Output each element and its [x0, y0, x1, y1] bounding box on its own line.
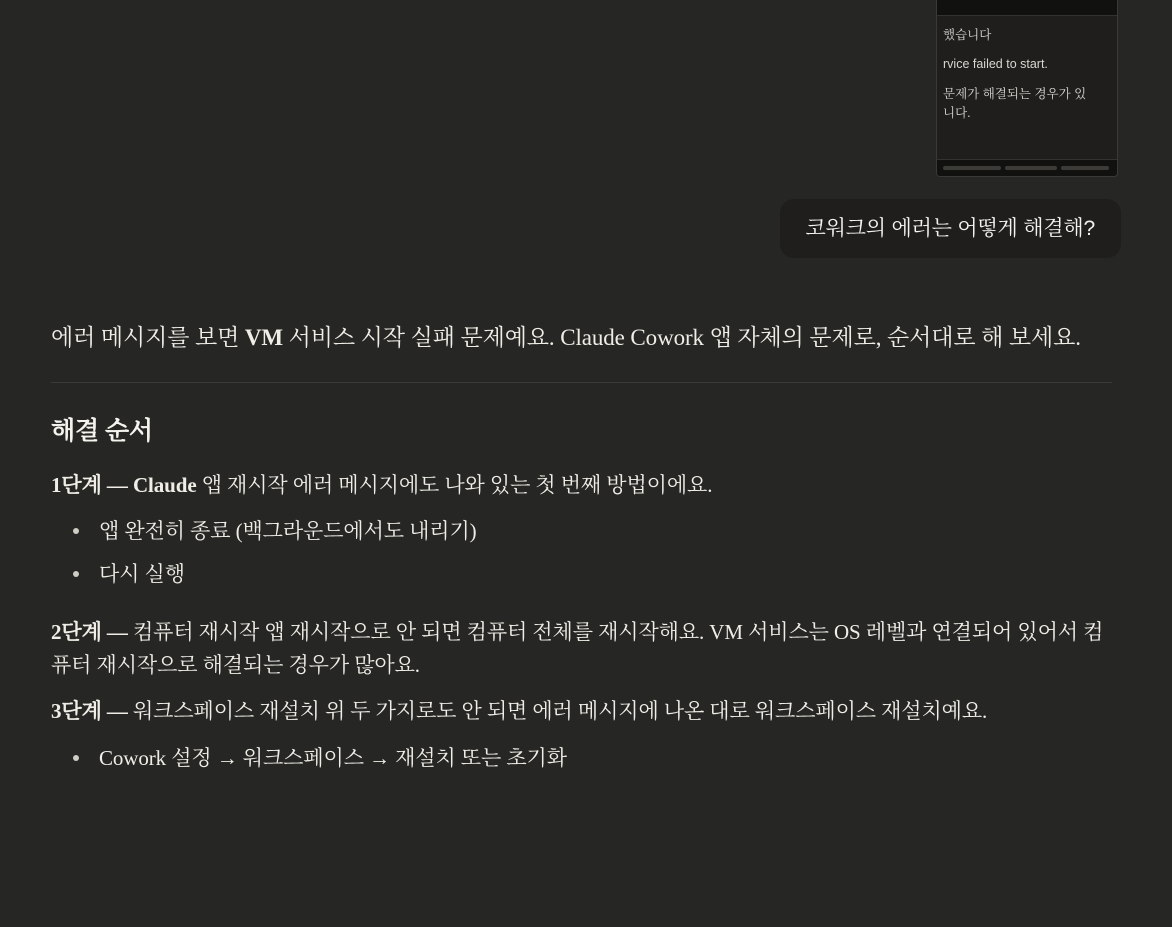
step-3-heading [51, 695, 1113, 728]
list-item: 앱 완전히 종료 (백그라운드에서도 내리기) [99, 515, 1113, 548]
assistant-intro-bold: VM [244, 325, 284, 350]
step-1-text: 앱 재시작 에러 메시지에도 나와 있는 첫 번째 방법이에요. [196, 472, 713, 497]
step-2-heading [51, 616, 1113, 681]
list-item: 다시 실행 [99, 558, 1113, 591]
section-divider [51, 382, 1112, 383]
attachment-bottom-segment-2 [1005, 166, 1057, 170]
section-title: 해결 순서 [51, 417, 153, 445]
step-3-bullets [51, 742, 1113, 775]
attachment-line-3: 문제가 해결되는 경우가 있 [943, 86, 1087, 101]
step-1-label: 1단계 — Claude [51, 472, 197, 497]
attachment-line-2: rvice failed to start. [943, 57, 1048, 72]
step-1-heading [51, 469, 1113, 502]
step-2-text: 컴퓨터 재시작 앱 재시작으로 안 되면 컴퓨터 전체를 재시작해요. VM 서비스는 OS 레벨과 연결되어 있어서 컴퓨터 재시작으로 해결되는 경우가 많아요. [51, 620, 1104, 677]
assistant-intro-part-3: 서비스 시작 실패 문제예요. Claude Cowork 앱 자체의 문제로, 순서대로 해 보세요. [283, 325, 1081, 350]
attachment-bottom-segment-1 [943, 166, 1001, 170]
attachment-line-4: 니다. [943, 106, 971, 121]
step-2-label: 2단계 — [51, 620, 128, 645]
attachment-bottom-segment-3 [1061, 166, 1109, 170]
attachment-line-1: 했습니다 [943, 28, 992, 42]
assistant-message [51, 320, 1113, 800]
attachment-titlebar [937, 0, 1117, 16]
step-1-bullets [51, 515, 1113, 590]
attachment-bottombar [937, 159, 1117, 176]
assistant-intro [51, 320, 1113, 356]
attachment-text [937, 16, 1117, 128]
assistant-intro-part-1: 에러 메시지를 보면 [51, 325, 245, 350]
step-3-label: 3단계 — [51, 699, 128, 724]
user-message-bubble[interactable]: 코워크의 에러는 어떻게 해결해? [780, 199, 1122, 258]
attached-screenshot-thumbnail[interactable] [936, 0, 1118, 177]
list-item: Cowork 설정 → 워크스페이스 → 재설치 또는 초기화 [99, 742, 1113, 775]
user-message-row [0, 199, 1121, 258]
step-3-text: 워크스페이스 재설치 위 두 가지로도 안 되면 에러 메시지에 나온 대로 워크스페이스 재설치예요. [127, 699, 988, 724]
